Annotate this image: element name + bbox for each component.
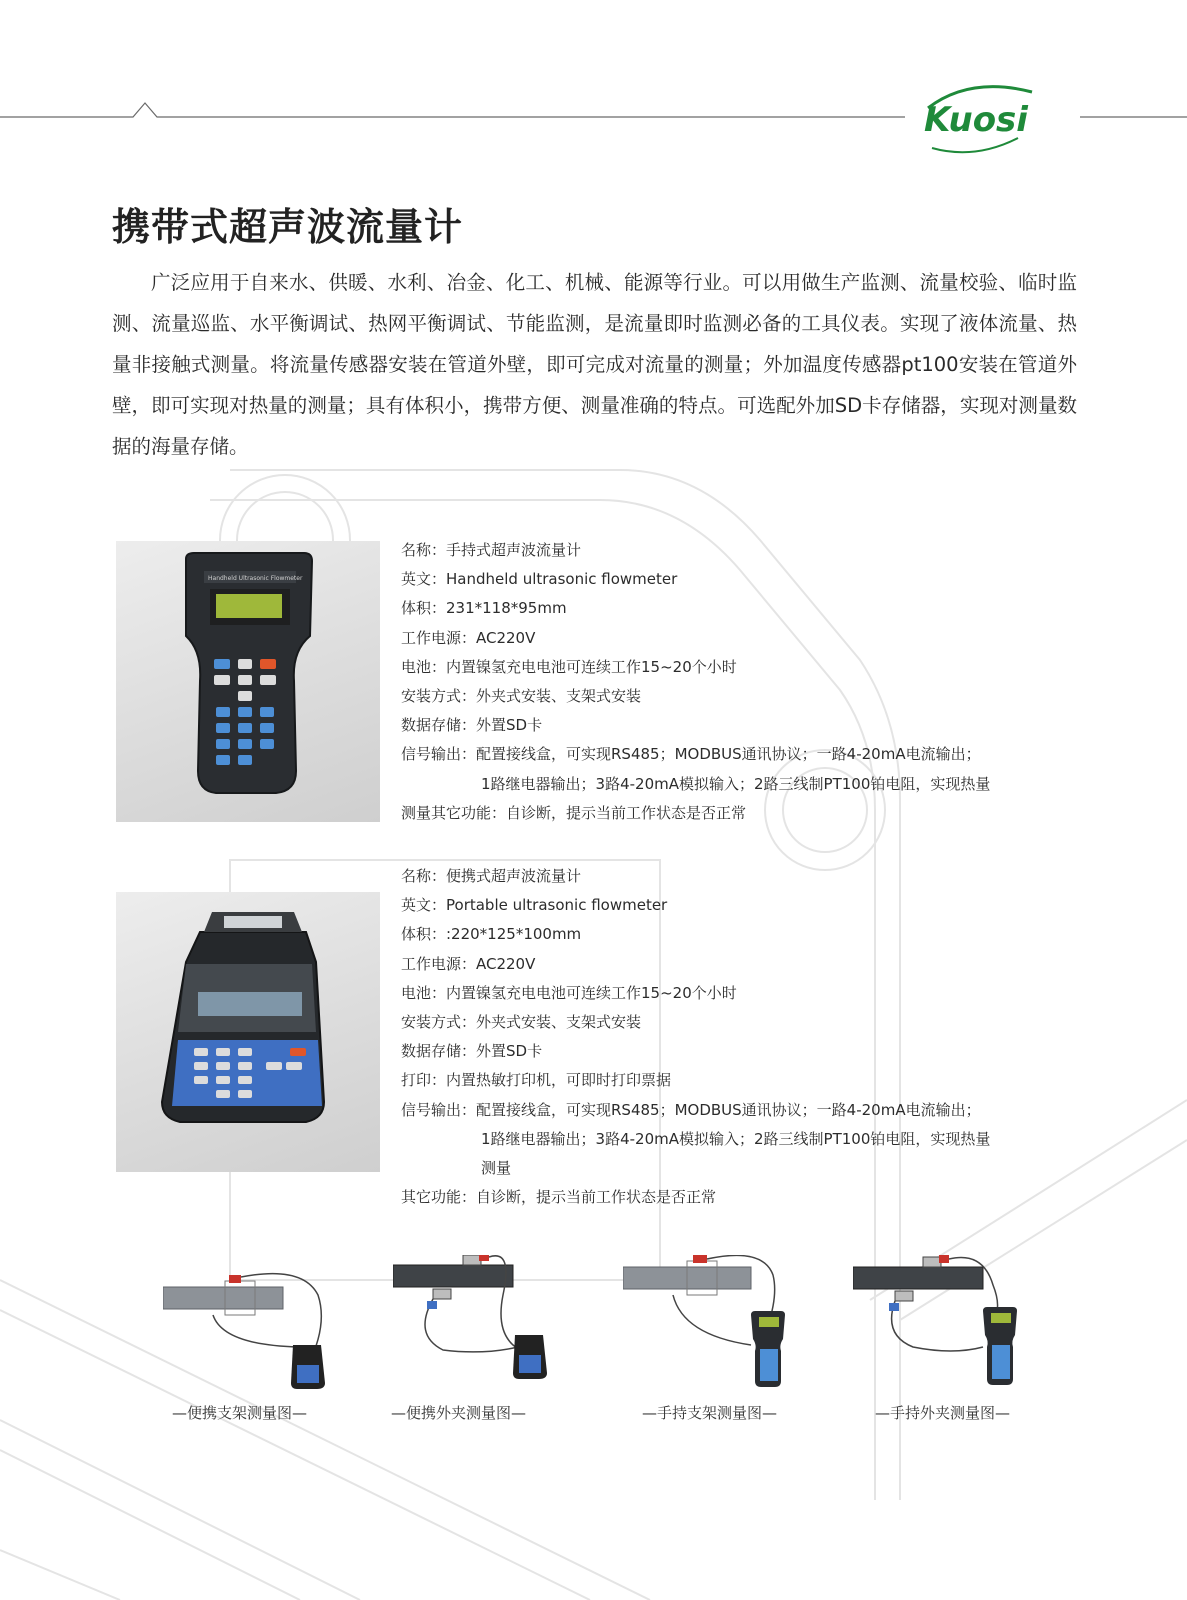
product-1-specs bbox=[401, 536, 990, 828]
handheld-clamp-diagram bbox=[853, 1255, 1043, 1395]
spec-installation: 安装方式：外夹式安装、支架式安装 bbox=[401, 686, 642, 705]
brand-logo bbox=[920, 78, 1040, 160]
spec-name: 名称：便携式超声波流量计 bbox=[401, 867, 582, 885]
spec-signal-output-cont-2: 测量 bbox=[481, 1158, 512, 1177]
spec-storage: 数据存储：外置SD卡 bbox=[401, 1042, 543, 1061]
device-label: Handheld Ultrasonic Flowmeter bbox=[208, 575, 303, 582]
spec-power: 工作电源：AC220V bbox=[401, 954, 536, 973]
spec-signal-output: 信号输出：配置接线盒，可实现RS485；MODBUS通讯协议；一路4-20mA电流输出； bbox=[401, 745, 981, 764]
spec-size: 体积：231*118*95mm bbox=[401, 599, 567, 618]
portable-bracket-diagram bbox=[163, 1255, 353, 1395]
spec-name: 名称：手持式超声波流量计 bbox=[401, 541, 582, 559]
spec-other-functions: 其它功能：自诊断，提示当前工作状态是否正常 bbox=[401, 1188, 717, 1207]
spec-signal-output-cont: 1路继电器输出；3路4-20mA模拟输入；2路三线制PT100铂电阻，实现热量 bbox=[481, 774, 991, 793]
spec-battery: 电池：内置镍氢充电电池可连续工作15~20个小时 bbox=[401, 983, 737, 1002]
spec-size: 体积：:220*125*100mm bbox=[401, 925, 582, 944]
spec-power: 工作电源：AC220V bbox=[401, 628, 536, 647]
portable-flowmeter-photo bbox=[116, 892, 380, 1172]
spec-other-functions: 测量其它功能：自诊断，提示当前工作状态是否正常 bbox=[401, 803, 747, 822]
diagram-caption: —便携外夹测量图— bbox=[391, 1404, 527, 1422]
spec-printing: 打印：内置热敏打印机，可即时打印票据 bbox=[401, 1071, 672, 1090]
spec-english: 英文：Portable ultrasonic flowmeter bbox=[401, 896, 668, 915]
diagram-caption: —便携支架测量图— bbox=[172, 1404, 308, 1422]
handheld-bracket-diagram bbox=[623, 1255, 813, 1395]
product-2-specs bbox=[401, 862, 990, 1212]
intro-paragraph: 广泛应用于自来水、供暖、水利、冶金、化工、机械、能源等行业。可以用做生产监测、流量校验、临时监测、流量巡监、水平衡调试、热网平衡调试、节能监测，是流量即时监测必备的工具仪表。实现了液体流量、热量非接触式测量。将流量传感器安装在管道外壁，即可完成对流量的测量；外加温度传感器pt100安装在管道外壁，即可实现对热量的测量；具有体积小，携带方便、测量准确的特点。可选配外加SD卡存储器，实现对测量数据的海量存储。 bbox=[112, 271, 1077, 458]
diagram-caption: —手持外夹测量图— bbox=[875, 1404, 1011, 1422]
page-title: 携带式超声波流量计 bbox=[112, 205, 464, 249]
brand-logo-text: Kuosi bbox=[924, 100, 1028, 140]
handheld-flowmeter-photo bbox=[116, 541, 380, 822]
spec-storage: 数据存储：外置SD卡 bbox=[401, 716, 543, 735]
diagram-caption: —手持支架测量图— bbox=[642, 1404, 778, 1422]
spec-battery: 电池：内置镍氢充电电池可连续工作15~20个小时 bbox=[401, 657, 737, 676]
spec-signal-output-cont: 1路继电器输出；3路4-20mA模拟输入；2路三线制PT100铂电阻，实现热量 bbox=[481, 1129, 991, 1148]
portable-clamp-diagram bbox=[393, 1255, 583, 1395]
spec-english: 英文：Handheld ultrasonic flowmeter bbox=[401, 570, 678, 589]
spec-installation: 安装方式：外夹式安装、支架式安装 bbox=[401, 1012, 642, 1031]
spec-signal-output: 信号输出：配置接线盒，可实现RS485；MODBUS通讯协议；一路4-20mA电流输出； bbox=[401, 1100, 981, 1119]
